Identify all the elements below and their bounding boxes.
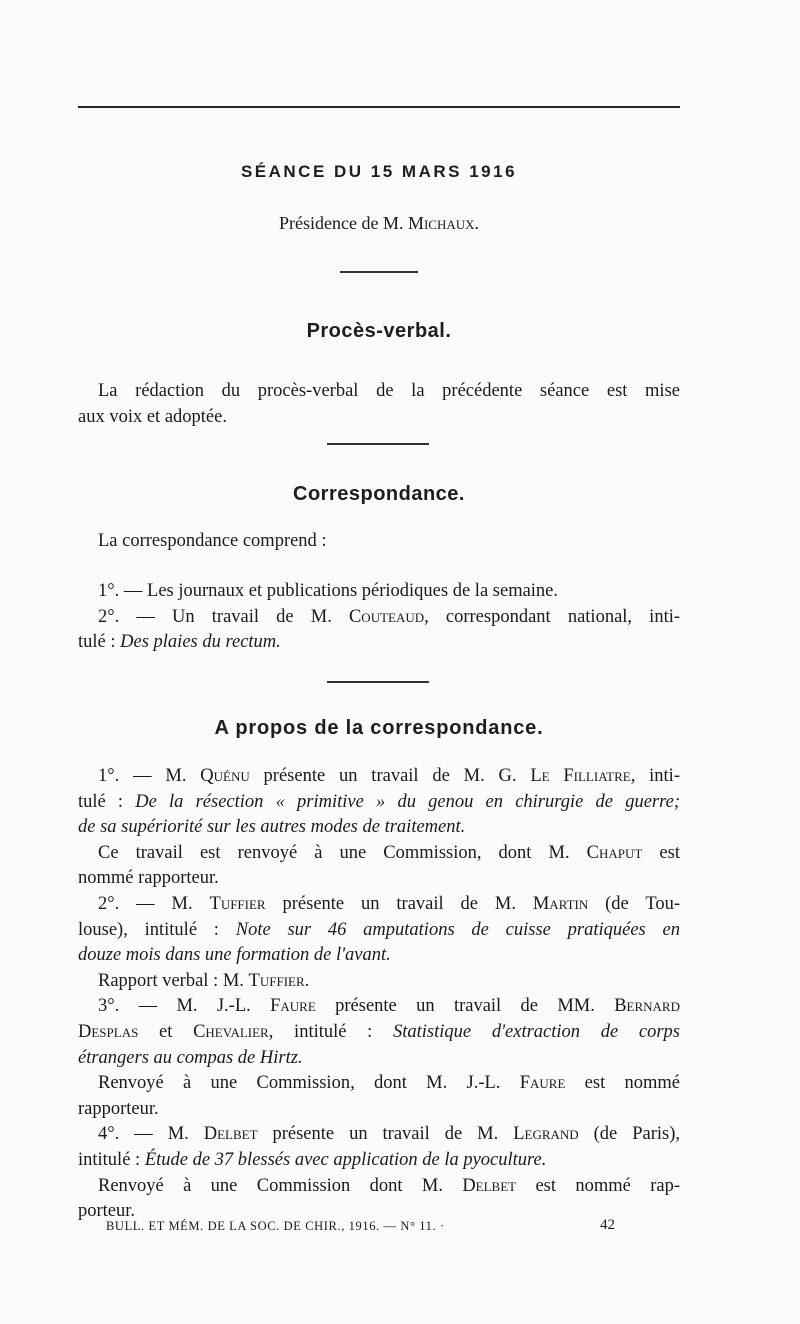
footer-bullet: · — [439, 1219, 445, 1233]
presidence-line — [78, 213, 680, 234]
work-title: De la résection « primitive » du genou en chirurgie de guerre; — [135, 791, 680, 812]
text-line — [78, 1148, 680, 1174]
text-span: 2°. — M. — [98, 893, 210, 914]
text-span: est — [642, 842, 680, 863]
work-title: étrangers au compas de Hirtz. — [78, 1047, 303, 1068]
text-span: 3°. — M. J.-L. — [98, 996, 271, 1017]
text-span: 1°. — M. — [98, 766, 201, 786]
text-line — [78, 815, 680, 841]
text-span: 4°. — M. — [98, 1124, 204, 1145]
proces-verbal-text — [78, 379, 680, 430]
work-title: Des plaies du rectum. — [120, 632, 281, 653]
page-number: 42 — [600, 1217, 615, 1233]
correspondance-heading: Correspondance. — [293, 483, 465, 505]
presidence-prefix: Présidence de M. — [278, 213, 404, 233]
proces-verbal-heading: Procès-verbal. — [306, 320, 452, 342]
text-line — [78, 790, 680, 816]
author-name: Tuffier — [209, 893, 266, 914]
section-divider — [340, 271, 418, 273]
text-line — [78, 994, 680, 1020]
text-span: Renvoyé à une Commission dont M. — [98, 1175, 463, 1196]
text-span: présente un travail de M. G. — [249, 766, 531, 786]
session-title: SÉANCE DU 15 MARS 1916 — [240, 162, 518, 181]
text-span: Renvoyé à une Commission, dont M. J.-L. — [98, 1073, 520, 1094]
apropos-heading: A propos de la correspondance. — [214, 717, 544, 739]
text-span: , inti- — [630, 766, 680, 786]
author-name: Desplas — [78, 1021, 139, 1042]
section-divider — [327, 681, 429, 683]
author-name: Faure — [270, 996, 316, 1017]
list-item — [78, 605, 680, 631]
text-span: intitulé : — [78, 1149, 145, 1170]
author-name: Chevalier — [193, 1021, 269, 1042]
text-line — [78, 1046, 680, 1072]
top-rule — [78, 106, 680, 108]
text-line — [78, 969, 680, 995]
author-name: Martin — [532, 893, 589, 914]
text-span: (de Paris), — [578, 1124, 680, 1145]
text-line — [78, 1174, 680, 1200]
author-name: Bernard — [614, 996, 680, 1017]
author-name: Chaput — [586, 842, 643, 863]
text-span: Rapport verbal : M. — [98, 970, 249, 991]
text-line: porteur. — [78, 1201, 136, 1222]
text-line — [78, 1020, 680, 1046]
text-span: , intitulé : — [268, 1021, 394, 1042]
work-title: de sa supériorité sur les autres modes de traitement. — [78, 817, 466, 838]
text-span: tulé : — [78, 632, 121, 653]
author-name: Le Filliatre — [530, 766, 631, 786]
text-line: rapporteur. — [78, 1098, 159, 1119]
text-span: (de Tou- — [588, 893, 680, 914]
text-span: 2°. — Un travail de M. — [98, 606, 349, 627]
section-divider — [327, 443, 429, 445]
text-span: . — [304, 970, 310, 991]
correspondance-list — [78, 579, 680, 656]
text-span: présente un travail de MM. — [315, 996, 615, 1017]
text-span: est nommé rap- — [516, 1175, 680, 1196]
text-line — [78, 1071, 680, 1097]
text-line: aux voix et adoptée. — [78, 406, 227, 427]
work-title: Statistique d'extraction de corps — [393, 1021, 680, 1042]
author-name: Delbet — [462, 1175, 517, 1196]
apropos-text — [78, 764, 680, 1225]
presidence-suffix: . — [474, 213, 480, 233]
text-span: présente un travail de M. — [257, 1124, 514, 1145]
text-line: La rédaction du procès-verbal de la précédente séance est mise — [98, 381, 680, 401]
text-line — [78, 630, 680, 656]
text-span: louse), intitulé : — [78, 919, 236, 940]
text-line: La correspondance comprend : — [98, 531, 327, 551]
president-name: Michaux — [407, 213, 475, 233]
text-line: nommé rapporteur. — [78, 868, 219, 889]
page-footer — [106, 1219, 646, 1234]
author-name: Couteaud — [348, 606, 425, 627]
work-title: Note sur 46 amputations de cuisse pratiquées en — [235, 919, 680, 940]
text-span: est nommé — [565, 1073, 680, 1094]
author-name: Delbet — [203, 1124, 258, 1145]
text-span: , correspondant national, inti- — [424, 606, 681, 627]
text-line — [78, 841, 680, 867]
author-name: Faure — [519, 1073, 566, 1094]
text-span: tulé : — [78, 791, 136, 812]
text-span: présente un travail de M. — [265, 893, 533, 914]
author-name: Tuffier — [248, 970, 305, 991]
list-item: 1°. — Les journaux et publications périodiques de la semaine. — [98, 581, 559, 601]
text-line — [78, 1122, 680, 1148]
correspondance-intro — [78, 529, 680, 555]
text-line — [78, 918, 680, 944]
author-name: Legrand — [513, 1124, 579, 1145]
journal-reference: BULL. ET MÉM. DE LA SOC. DE CHIR., 1916. — N° 11. — [106, 1219, 437, 1233]
text-line — [78, 764, 680, 790]
text-line — [78, 943, 680, 969]
work-title: douze mois dans une formation de l'avant. — [78, 945, 391, 966]
author-name: Quénu — [200, 766, 250, 786]
text-line — [78, 892, 680, 918]
text-span: et — [138, 1021, 194, 1042]
text-span: Ce travail est renvoyé à une Commission, dont M. — [98, 842, 587, 863]
work-title: Étude de 37 blessés avec application de la pyoculture. — [144, 1149, 547, 1170]
